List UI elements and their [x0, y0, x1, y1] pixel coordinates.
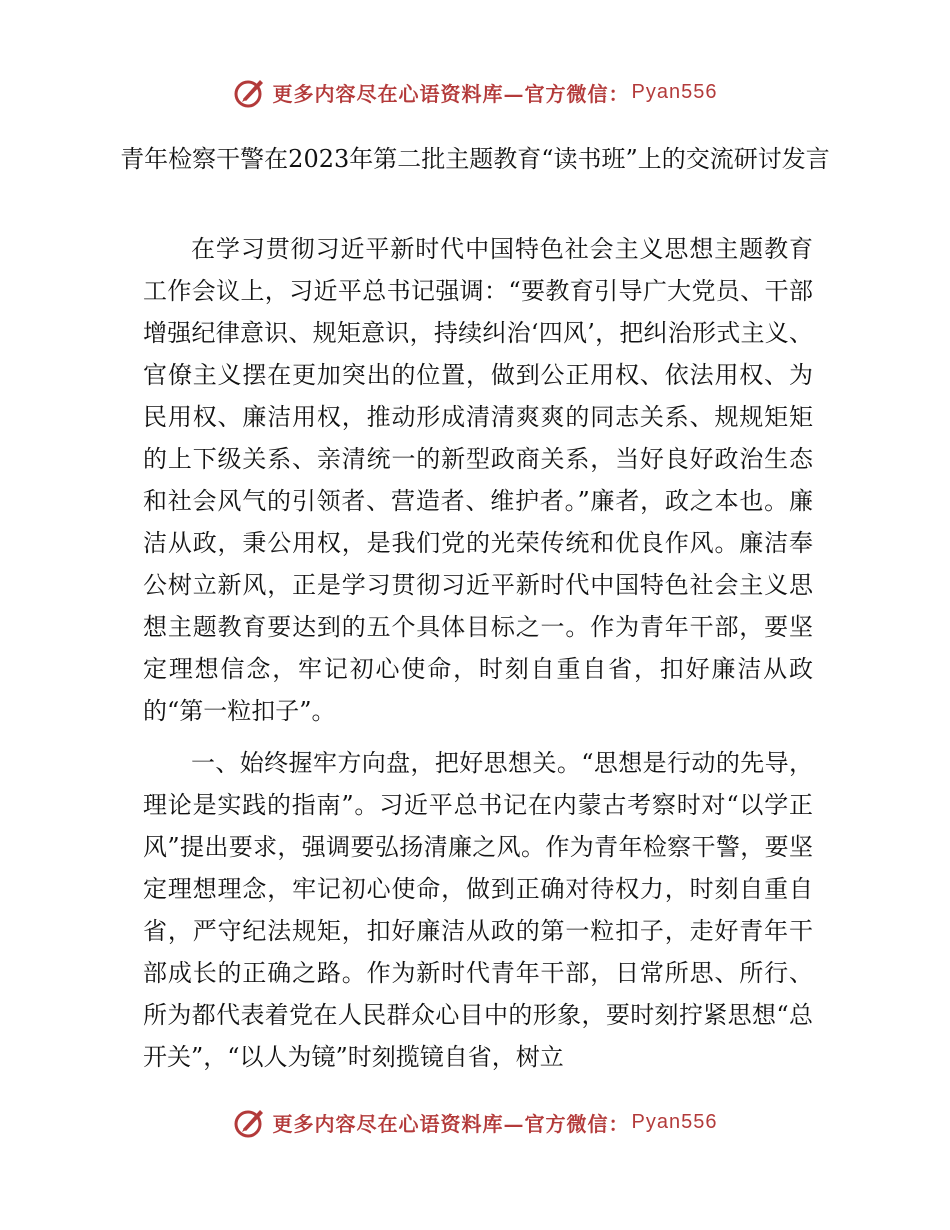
paragraph: 在学习贯彻习近平新时代中国特色社会主义思想主题教育工作会议上，习近平总书记强调：“要教育引导广大党员、干部增强纪律意识、规矩意识，持续纠治‘四风’，把纠治形式主义、官僚主义摆在更加突出的位置，做到公正用权、依法用权、为民用权、廉洁用权，推动形成清清爽爽的同志关系、规规矩矩的上下级关系、亲清统一的新型政商关系，当好良好政治生态和社会风气的引领者、营造者、维护者。”廉者，政之本也。廉洁从政，秉公用权，是我们党的光荣传统和优良作风。廉洁奉公树立新风，正是学习贯彻习近平新时代中国特色社会主义思想主题教育要达到的五个具体目标之一。作为青年干部，要坚定理想信念，牢记初心使命，时刻自重自省，扣好廉洁从政的“第一粒扣子”。	[143, 235, 813, 725]
wechat-id: Pyan556	[631, 80, 718, 103]
quill-logo-icon	[233, 75, 267, 109]
banner-text: 更多内容尽在心语资料库—官方微信：	[272, 1111, 630, 1136]
document-title: 青年检察干警在2023年第二批主题教育“读书班”上的交流研讨发言	[120, 145, 830, 173]
document-body	[143, 228, 813, 1078]
paragraph: 一、始终握牢方向盘，把好思想关。“思想是行动的先导，理论是实践的指南”。习近平总书记在内蒙古考察时对“以学正风”提出要求，强调要弘扬清廉之风。作为青年检察干警，要坚定理想理念，牢记初心使命，做到正确对待权力，时刻自重自省，严守纪法规矩，扣好廉洁从政的第一粒扣子，走好青年干部成长的正确之路。作为新时代青年干部，日常所思、所行、所为都代表着党在人民群众心目中的形象，要时刻拧紧思想“总开关”，“以人为镜”时刻揽镜自省，树立	[143, 749, 813, 1071]
header-banner	[0, 70, 950, 114]
footer-banner	[0, 1100, 950, 1144]
quill-logo-icon	[233, 1105, 267, 1139]
wechat-id: Pyan556	[631, 1110, 718, 1133]
banner-text: 更多内容尽在心语资料库—官方微信：	[272, 81, 630, 106]
